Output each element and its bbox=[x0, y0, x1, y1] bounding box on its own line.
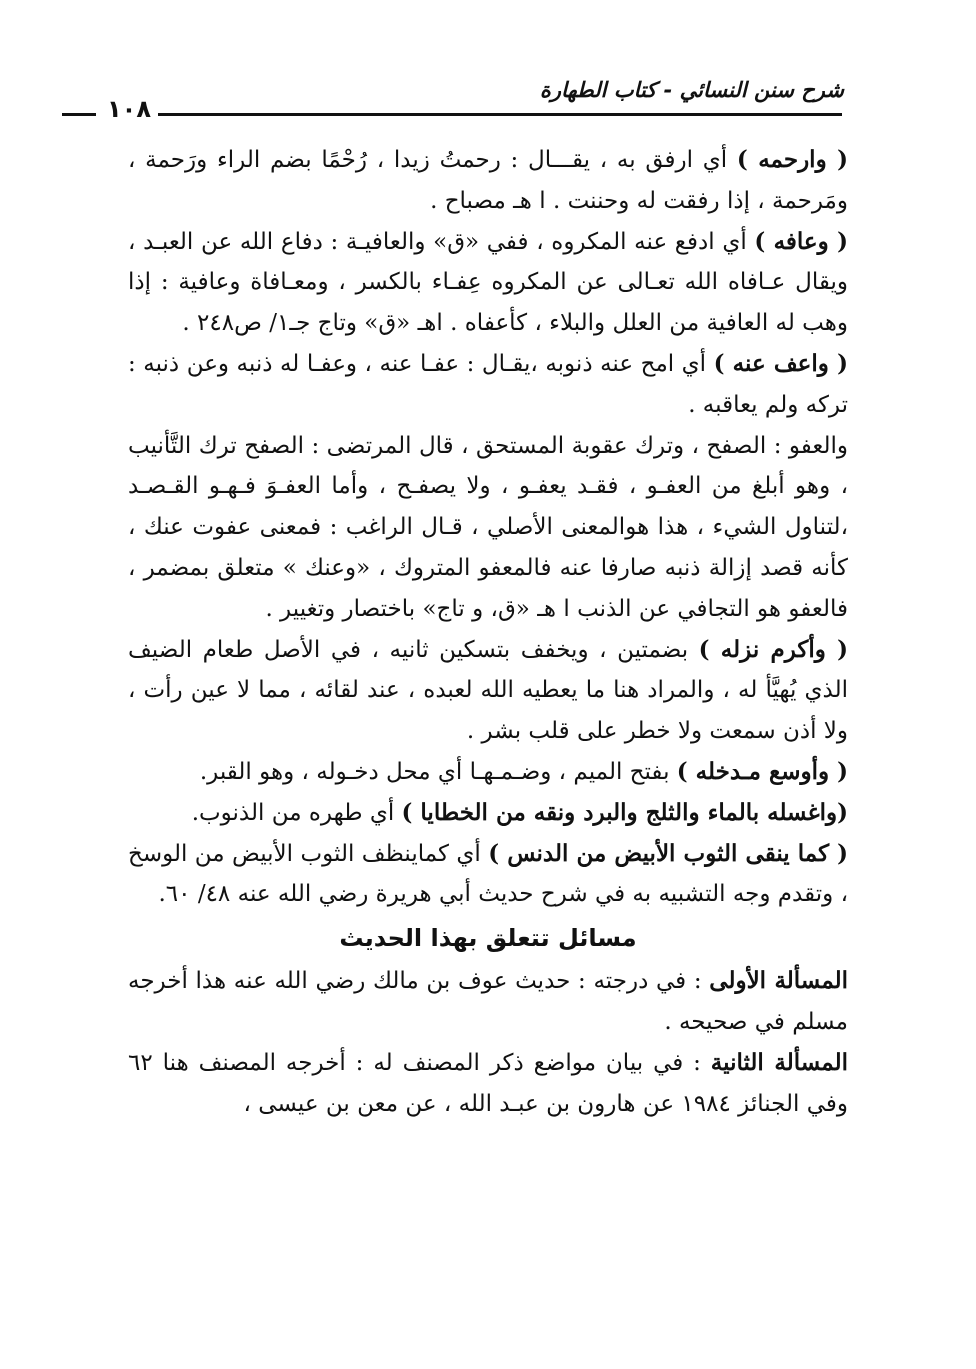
masala-paragraph bbox=[128, 961, 848, 1043]
paragraph bbox=[128, 834, 848, 916]
masala-text: : في بيان مواضع ذكر المصنف له : أخرجه المصنف هنا ٦٢ وفي الجنائز ١٩٨٤ عن هارون بن عبـد الله ، عن معن بن عيسى ، bbox=[128, 1049, 848, 1117]
commentary: أي ارفق به ، يقـــال : رحمتُ زيدا ، رُحْمًا بضم الراء ورَحمة ، ومَرحمة ، إذا رفقت له وحننت . ا هـ مصباح . bbox=[128, 147, 848, 214]
lemma: ( واعف عنه ) bbox=[713, 349, 848, 377]
lemma: ( كما ينقى الثوب الأبيض من الدنس ) bbox=[488, 839, 849, 867]
header-rule bbox=[158, 113, 842, 116]
main-text bbox=[128, 140, 848, 1124]
commentary: بضمتين ، ويخفف بتسكين ثانيه ، في الأصل طعام الضيف الذي يُهيَّأ له ، والمراد هنا ما يعطيه الله لعبده ، عند لقائه ، مما لا عين رأت ، ولا أذن سمعت ولا خطر على قلب بشر . bbox=[128, 636, 848, 745]
commentary: أي طهره من الذنوب. bbox=[191, 799, 402, 826]
running-title: شرح سنن النسائي - كتاب الطهارة bbox=[539, 78, 844, 102]
commentary: أي امح عنه ذنوبه ،يقـال : عفـا عنه ، وعفـا له ذنبه وعن ذنبه : تركه ولم يعاقبه . bbox=[128, 350, 848, 418]
masala-label: المسألة الثانية bbox=[710, 1048, 848, 1076]
paragraph bbox=[128, 630, 848, 752]
page-number-dash bbox=[62, 113, 96, 116]
section-heading: مسائل تتعلق بهذا الحديث bbox=[339, 924, 637, 953]
paragraph bbox=[128, 426, 848, 630]
commentary: أي ادفع عنه المكروه ، ففي «ق» والعافيـة : دفاع الله عن العبـد ، ويقال عـافاه الله تعـالى عن المكروه عِفـاء بالكسر ، ومعـافاة وعافية : إذا وهب له العافية من العلل والبلاء ، كأعفاه . اهـ «ق» وتاج جـ١/ ص٢٤٨ . bbox=[128, 228, 848, 337]
paragraph bbox=[128, 140, 848, 222]
paragraph bbox=[128, 752, 848, 793]
lemma: (واغسله بالماء والثلج والبرد ونقه من الخطايا ) bbox=[401, 798, 848, 826]
lemma: ( وأوسع مـدخله ) bbox=[676, 757, 848, 785]
paragraph bbox=[128, 222, 848, 344]
masala-label: المسألة الأولى bbox=[709, 967, 849, 995]
masala-paragraph bbox=[128, 1043, 848, 1125]
lemma: ( وارحمه ) bbox=[736, 146, 848, 173]
paragraph bbox=[128, 793, 848, 834]
masala-text: : في درجته : حديث عوف بن مالك رضي الله عنه هذا أخرجه مسلم في صحيحه . bbox=[128, 968, 848, 1035]
commentary: أي كماينظف الثوب الأبيض من الوسخ ، وتقدم وجه التشبيه به في شرح حديث أبي هريرة رضي الله عنه ٤٨/ ٦٠. bbox=[128, 840, 848, 908]
paragraph bbox=[128, 344, 848, 426]
page-number: ١٠٨ bbox=[107, 95, 151, 123]
commentary: بفتح الميم ، وضـمـهـا أي محل دخـوله ، وهو القبر. bbox=[199, 758, 677, 785]
lemma: ( وأكرم نزله ) bbox=[698, 635, 848, 663]
commentary: والعفو : الصفح ، وترك عقوبة المستحق ، قال المرتضى : الصفح ترك التَّأنيب ، وهو أبلغ من العفـو ، فقـد يعفـو ، ولا يصفـح ، وأما العفـوَ فـهـو القـصـد ،لتناول الشيء ، هذا هوالمعنى الأصلي ، قـال الراغب : فمعنى عفوت عنك ، كأنه قصد إزالة ذنبه صارفا عنه فالمعفو المتروك ، «وعنك » متعلق بمضمر ، فالعفو هو التجافي عن الذنب ا هـ «ق، و تاج» باختصار وتغيير . bbox=[128, 432, 848, 622]
lemma: ( وعافه ) bbox=[754, 227, 848, 255]
